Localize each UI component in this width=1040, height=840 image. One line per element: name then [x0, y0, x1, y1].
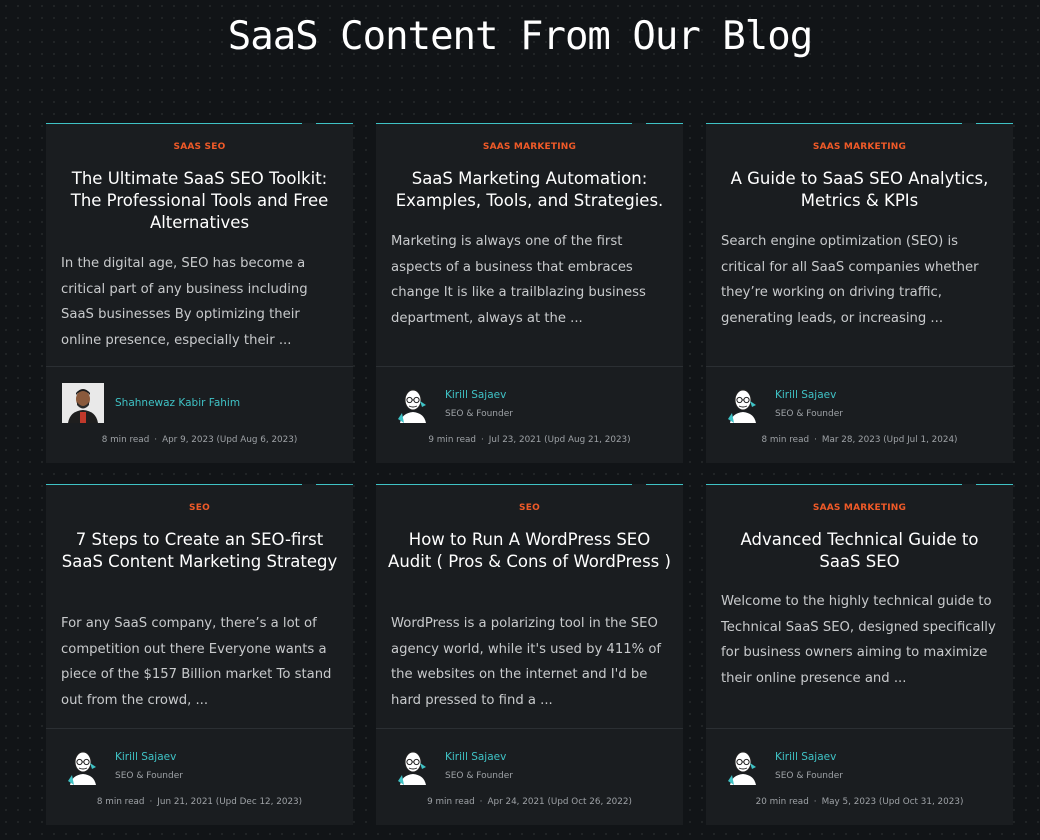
- card-accent-line: [376, 123, 632, 124]
- author-name[interactable]: Kirill Sajaev: [445, 389, 507, 401]
- card-category[interactable]: SEO: [189, 503, 210, 513]
- card-footer: [706, 366, 1013, 463]
- meta-separator: ·: [813, 797, 817, 807]
- card-footer: [46, 366, 353, 463]
- post-date: Apr 9, 2023 (Upd Aug 6, 2023): [162, 435, 298, 445]
- card-excerpt: WordPress is a polarizing tool in the SEO agency world, while it's used by 411% of the websites on the internet and I'd be hard pressed to find a ...: [391, 616, 662, 708]
- sketch-portrait-avatar-icon[interactable]: [392, 383, 434, 423]
- card-title[interactable]: The Ultimate SaaS SEO Toolkit: The Professional Tools and Free Alternatives: [70, 169, 329, 232]
- author-role: SEO & Founder: [775, 409, 843, 419]
- blog-card[interactable]: [706, 484, 1013, 825]
- post-meta: [376, 435, 683, 445]
- card-footer: [376, 366, 683, 463]
- post-meta: [706, 435, 1013, 445]
- card-accent-line: [706, 484, 962, 485]
- post-meta: [376, 797, 683, 807]
- card-footer: [46, 728, 353, 825]
- card-accent-line: [316, 123, 353, 124]
- author-role: SEO & Founder: [775, 771, 843, 781]
- post-date: Mar 28, 2023 (Upd Jul 1, 2024): [821, 435, 958, 445]
- meta-separator: ·: [479, 797, 483, 807]
- author-name[interactable]: Kirill Sajaev: [775, 751, 837, 763]
- sketch-portrait-avatar-icon[interactable]: [62, 745, 104, 785]
- sketch-portrait-avatar-icon[interactable]: [722, 383, 764, 423]
- post-date: May 5, 2023 (Upd Oct 31, 2023): [821, 797, 964, 807]
- card-title[interactable]: How to Run A WordPress SEO Audit ( Pros & Cons of WordPress ): [388, 530, 671, 571]
- author-name[interactable]: Shahnewaz Kabir Fahim: [115, 397, 241, 409]
- card-footer: [706, 728, 1013, 825]
- author-role: SEO & Founder: [445, 409, 513, 419]
- card-title[interactable]: 7 Steps to Create an SEO-first SaaS Content Marketing Strategy: [61, 530, 338, 571]
- post-meta: [46, 797, 353, 807]
- card-category[interactable]: SAAS MARKETING: [482, 142, 577, 152]
- blog-card[interactable]: [46, 123, 353, 463]
- author-role: SEO & Founder: [115, 771, 183, 781]
- read-time: 8 min read: [761, 435, 810, 445]
- post-date: Apr 24, 2021 (Upd Oct 26, 2022): [487, 797, 632, 807]
- post-meta: [46, 435, 353, 445]
- post-meta: [706, 797, 1013, 807]
- card-accent-line: [646, 123, 683, 124]
- card-excerpt: Search engine optimization (SEO) is critical for all SaaS companies whether they’re working on driving traffic, generating leads, or increasing ...: [721, 234, 979, 326]
- card-category[interactable]: SAAS MARKETING: [812, 503, 907, 513]
- post-date: Jul 23, 2021 (Upd Aug 21, 2023): [488, 435, 631, 445]
- card-accent-line: [46, 123, 302, 124]
- blog-card[interactable]: [376, 123, 683, 463]
- author-name[interactable]: Kirill Sajaev: [445, 751, 507, 763]
- card-category[interactable]: SAAS SEO: [173, 142, 226, 152]
- card-accent-line: [316, 484, 353, 485]
- blog-card[interactable]: [706, 123, 1013, 463]
- card-excerpt: Welcome to the highly technical guide to Technical SaaS SEO, designed specifically for business owners aiming to maximize their online presence and ...: [721, 594, 996, 686]
- blog-card[interactable]: [46, 484, 353, 825]
- card-excerpt: In the digital age, SEO has become a critical part of any business including SaaS businesses By optimizing their online presence, especially their ...: [61, 256, 308, 348]
- meta-separator: ·: [149, 797, 153, 807]
- author-name[interactable]: Kirill Sajaev: [115, 751, 177, 763]
- card-footer: [376, 728, 683, 825]
- page-title: SaaS Content From Our Blog: [227, 14, 813, 59]
- meta-separator: ·: [814, 435, 817, 445]
- card-accent-line: [646, 484, 683, 485]
- read-time: 9 min read: [427, 797, 475, 807]
- card-title[interactable]: Advanced Technical Guide to SaaS SEO: [740, 530, 979, 571]
- card-accent-line: [376, 484, 632, 485]
- sketch-portrait-avatar-icon[interactable]: [722, 745, 764, 785]
- card-category[interactable]: SEO: [519, 503, 540, 513]
- card-accent-line: [976, 484, 1013, 485]
- card-accent-line: [706, 123, 962, 124]
- author-name[interactable]: Kirill Sajaev: [775, 389, 837, 401]
- meta-separator: ·: [481, 435, 484, 445]
- card-category[interactable]: SAAS MARKETING: [812, 142, 907, 152]
- card-title[interactable]: SaaS Marketing Automation: Examples, Tools, and Strategies.: [395, 169, 664, 210]
- sketch-portrait-avatar-icon[interactable]: [392, 745, 434, 785]
- post-date: Jun 21, 2021 (Upd Dec 12, 2023): [157, 797, 303, 807]
- read-time: 8 min read: [96, 797, 145, 807]
- read-time: 20 min read: [755, 797, 809, 807]
- read-time: 8 min read: [101, 435, 150, 445]
- card-excerpt: Marketing is always one of the first aspects of a business that embraces change It is like a trailblazing business department, always at the ...: [391, 234, 646, 326]
- read-time: 9 min read: [428, 435, 476, 445]
- card-excerpt: For any SaaS company, there’s a lot of competition out there Everyone wants a piece of the $157 Billion market To stand out from the crowd, ...: [61, 616, 332, 708]
- blog-card[interactable]: [376, 484, 683, 825]
- author-role: SEO & Founder: [445, 771, 513, 781]
- card-accent-line: [976, 123, 1013, 124]
- meta-separator: ·: [154, 435, 158, 445]
- card-title[interactable]: A Guide to SaaS SEO Analytics, Metrics & KPIs: [730, 169, 989, 210]
- person-photo-avatar-icon[interactable]: [62, 383, 104, 423]
- card-accent-line: [46, 484, 302, 485]
